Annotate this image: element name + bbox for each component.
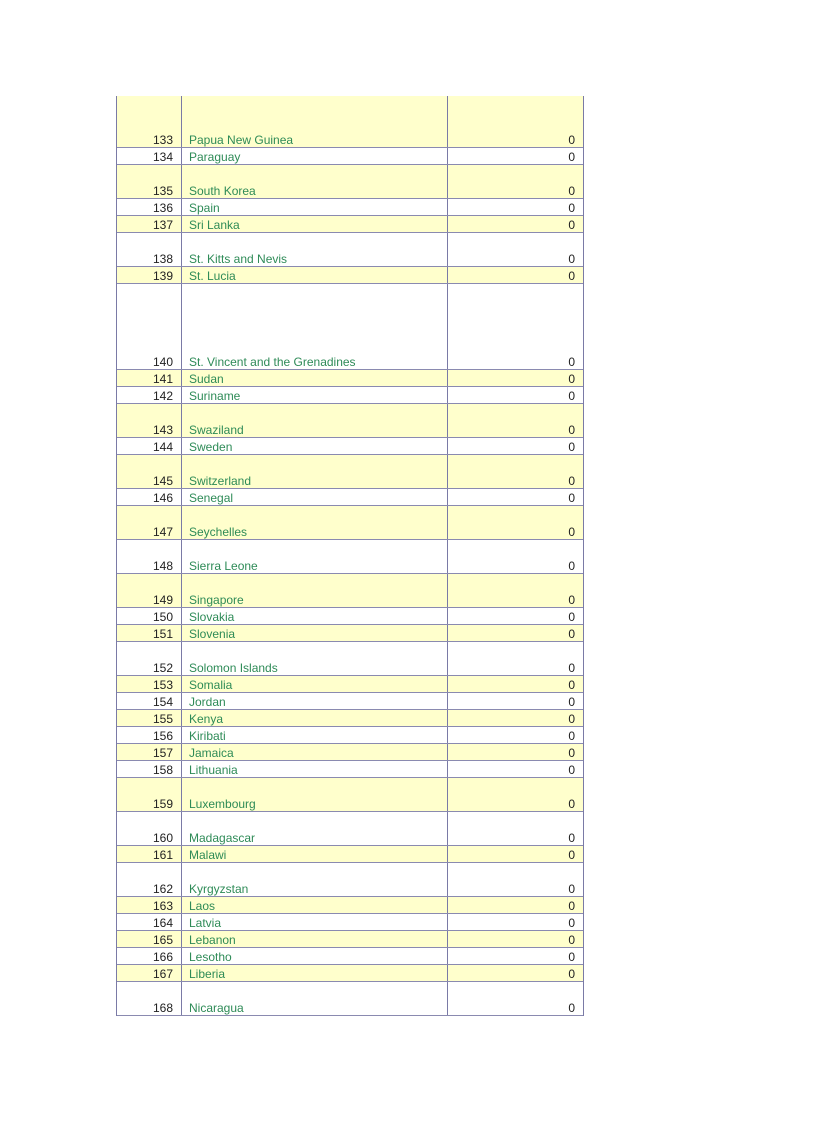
table-row: [117, 642, 583, 676]
country-name-cell: Sudan: [182, 370, 448, 386]
country-name-cell: Liberia: [182, 965, 448, 981]
value-cell: 0: [568, 610, 575, 624]
table-row: [117, 438, 583, 455]
value-cell: 0: [568, 252, 575, 266]
table-row: [117, 387, 583, 404]
row-number-cell: 141: [117, 370, 182, 386]
value-cell: 0: [568, 695, 575, 709]
row-number-cell: 153: [117, 676, 182, 692]
row-number-cell: 147: [117, 506, 182, 539]
country-name-cell: Sierra Leone: [182, 540, 448, 573]
row-number-cell: 134: [117, 148, 182, 164]
value-cell: 0: [568, 389, 575, 403]
country-name-cell: Senegal: [182, 489, 448, 505]
table-row: [117, 148, 583, 165]
table-row: [117, 455, 583, 489]
country-name-cell: Slovakia: [182, 608, 448, 624]
table-row: [117, 216, 583, 233]
value-cell: 0: [568, 269, 575, 283]
country-name-cell: Lesotho: [182, 948, 448, 964]
row-number-cell: 152: [117, 642, 182, 675]
value-cell: 0: [568, 899, 575, 913]
country-name-cell: Kenya: [182, 710, 448, 726]
row-number-cell: 143: [117, 404, 182, 437]
table-row: [117, 982, 583, 1016]
table-row: [117, 693, 583, 710]
row-number-cell: 145: [117, 455, 182, 488]
value-cell: 0: [568, 967, 575, 981]
row-number-cell: 138: [117, 233, 182, 266]
table-row: [117, 778, 583, 812]
table-row: [117, 846, 583, 863]
value-cell: 0: [568, 746, 575, 760]
value-cell: 0: [568, 372, 575, 386]
value-cell: 0: [568, 440, 575, 454]
country-name-cell: St. Lucia: [182, 267, 448, 283]
country-name-cell: Sri Lanka: [182, 216, 448, 232]
country-name-cell: Nicaragua: [182, 982, 448, 1015]
table-row: [117, 370, 583, 387]
table-row: [117, 267, 583, 284]
row-number-cell: 135: [117, 165, 182, 198]
table-row: [117, 506, 583, 540]
value-cell: 0: [568, 797, 575, 811]
table-row: [117, 676, 583, 693]
country-name-cell: Solomon Islands: [182, 642, 448, 675]
row-number-cell: 158: [117, 761, 182, 777]
value-cell: 0: [568, 933, 575, 947]
value-cell: 0: [568, 950, 575, 964]
value-cell: 0: [568, 355, 575, 369]
country-name-cell: South Korea: [182, 165, 448, 198]
row-number-cell: 167: [117, 965, 182, 981]
table-row: [117, 914, 583, 931]
value-cell: 0: [568, 882, 575, 896]
table-row: [117, 727, 583, 744]
value-cell: 0: [568, 916, 575, 930]
value-cell: 0: [568, 559, 575, 573]
value-cell: 0: [568, 1001, 575, 1015]
country-name-cell: Spain: [182, 199, 448, 215]
table-row: [117, 574, 583, 608]
table-row: [117, 812, 583, 846]
row-number-cell: 161: [117, 846, 182, 862]
value-cell: 0: [568, 729, 575, 743]
country-name-cell: Slovenia: [182, 625, 448, 641]
table-row: [117, 710, 583, 727]
value-cell: 0: [568, 712, 575, 726]
country-table: [116, 96, 584, 1016]
value-cell: 0: [568, 593, 575, 607]
value-cell: 0: [568, 627, 575, 641]
country-name-cell: Jamaica: [182, 744, 448, 760]
value-cell: 0: [568, 763, 575, 777]
row-number-cell: 155: [117, 710, 182, 726]
row-number-cell: 148: [117, 540, 182, 573]
country-name-cell: Latvia: [182, 914, 448, 930]
country-name-cell: Luxembourg: [182, 778, 448, 811]
row-number-cell: 157: [117, 744, 182, 760]
row-number-cell: 163: [117, 897, 182, 913]
country-name-cell: Singapore: [182, 574, 448, 607]
row-number-cell: 160: [117, 812, 182, 845]
row-number-cell: 165: [117, 931, 182, 947]
value-cell: 0: [568, 218, 575, 232]
value-cell: 0: [568, 848, 575, 862]
country-name-cell: Swaziland: [182, 404, 448, 437]
row-number-cell: 140: [117, 284, 182, 369]
table-row: [117, 165, 583, 199]
row-number-cell: 164: [117, 914, 182, 930]
value-cell: 0: [568, 150, 575, 164]
table-row: [117, 404, 583, 438]
value-cell: 0: [568, 133, 575, 147]
country-name-cell: Madagascar: [182, 812, 448, 845]
country-name-cell: Papua New Guinea: [182, 96, 448, 147]
table-row: [117, 744, 583, 761]
country-name-cell: Paraguay: [182, 148, 448, 164]
value-cell: 0: [568, 661, 575, 675]
table-row: [117, 948, 583, 965]
country-name-cell: Somalia: [182, 676, 448, 692]
row-number-cell: 144: [117, 438, 182, 454]
row-number-cell: 159: [117, 778, 182, 811]
table-row: [117, 284, 583, 370]
table-row: [117, 897, 583, 914]
row-number-cell: 150: [117, 608, 182, 624]
country-name-cell: Laos: [182, 897, 448, 913]
row-number-cell: 166: [117, 948, 182, 964]
country-name-cell: Switzerland: [182, 455, 448, 488]
table-row: [117, 540, 583, 574]
row-number-cell: 136: [117, 199, 182, 215]
country-name-cell: Lithuania: [182, 761, 448, 777]
value-cell: 0: [568, 831, 575, 845]
table-row: [117, 761, 583, 778]
country-name-cell: Sweden: [182, 438, 448, 454]
row-number-cell: 149: [117, 574, 182, 607]
country-name-cell: St. Vincent and the Grenadines: [182, 284, 448, 369]
row-number-cell: 154: [117, 693, 182, 709]
value-cell: 0: [568, 423, 575, 437]
table-row: [117, 233, 583, 267]
row-number-cell: 156: [117, 727, 182, 743]
country-name-cell: Kiribati: [182, 727, 448, 743]
country-name-cell: Suriname: [182, 387, 448, 403]
country-name-cell: St. Kitts and Nevis: [182, 233, 448, 266]
row-number-cell: 162: [117, 863, 182, 896]
row-number-cell: 142: [117, 387, 182, 403]
table-row: [117, 96, 583, 148]
row-number-cell: 146: [117, 489, 182, 505]
country-name-cell: Seychelles: [182, 506, 448, 539]
table-row: [117, 199, 583, 216]
table-row: [117, 965, 583, 982]
country-name-cell: Jordan: [182, 693, 448, 709]
value-cell: 0: [568, 491, 575, 505]
row-number-cell: 137: [117, 216, 182, 232]
table-row: [117, 863, 583, 897]
value-cell: 0: [568, 678, 575, 692]
value-cell: 0: [568, 184, 575, 198]
value-cell: 0: [568, 474, 575, 488]
country-name-cell: Malawi: [182, 846, 448, 862]
table-row: [117, 489, 583, 506]
value-cell: 0: [568, 525, 575, 539]
value-cell: 0: [568, 201, 575, 215]
table-row: [117, 625, 583, 642]
table-row: [117, 931, 583, 948]
country-name-cell: Kyrgyzstan: [182, 863, 448, 896]
row-number-cell: 168: [117, 982, 182, 1015]
country-name-cell: Lebanon: [182, 931, 448, 947]
row-number-cell: 139: [117, 267, 182, 283]
table-row: [117, 608, 583, 625]
row-number-cell: 151: [117, 625, 182, 641]
row-number-cell: 133: [117, 96, 182, 147]
